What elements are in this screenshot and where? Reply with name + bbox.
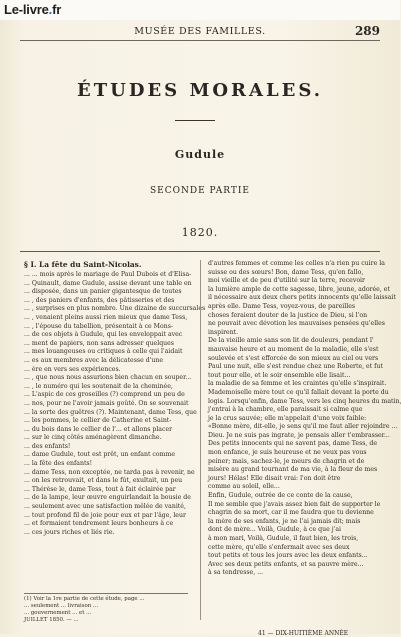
logo-dot: . [48, 2, 53, 17]
footnote-line: (1) Voir la 1re partie de cette étude, page ... [24, 596, 145, 602]
text-line: mauvaise heure et au moment de la maladie, elle s'est [208, 345, 379, 353]
footnote-line: ... gouvernement ... et ... [24, 610, 92, 616]
text-line: ... Quinault, dame Gudule, assise devant une table en [24, 279, 192, 287]
text-line: après elle. Dame Tess, voyez-vous, de pareilles [208, 302, 356, 310]
text-line: ... seulement avec une satisfaction mêlée de vanité, [24, 503, 186, 511]
text-line: à sa tendresse, ... [208, 569, 264, 577]
text-line: Enfin, Gudule, outrée de ce conte de la cause, [208, 492, 353, 500]
text-line: ... es aux membres avec la délicatesse d'une [24, 356, 163, 364]
text-line: Paul une nuit, elle s'est rendue chez une Roberte, et fut [208, 363, 383, 371]
text-line: Mademoiselle mère tout ce qu'il fallait devant la porte du [208, 388, 389, 396]
left-column-text [24, 271, 206, 537]
text-line: ... et formaient tendrement leurs bonheurs à ce [24, 520, 174, 528]
text-line: suisse ou des sœurs! Bon, dame Tess, qu'en fallo, [208, 268, 364, 276]
text-line: j'entrai à la chambre, elle paraissait si calme que [208, 406, 363, 414]
logo-tld: fr [52, 2, 62, 17]
text-line: ... , des paniers d'enfants, des pâtisseries et des [24, 296, 175, 304]
text-line: cette mère, qu'elle s'enfermait avec ses deux [208, 543, 350, 551]
footnote-line: JUILLET 1850. — ... [24, 617, 79, 623]
text-line: inspirent. [208, 328, 239, 336]
text-line: ... Thérèse le, dame Tess, tout à fait éclairée par [24, 485, 176, 493]
text-line: choses feraient douter de la justice de Dieu, si l'on [208, 311, 368, 319]
text-line: peiner; mais, sachez-le, je meurs de chagrin et de [208, 457, 365, 465]
text-line: ... L'aspic de ces groseilles (?) comprend un peu de [24, 391, 185, 399]
text-line: dont de mère... Voilà, Gudule, à ce que j'ai [208, 526, 341, 534]
text-line: Il me semble que j'avais assez bien fait de supporter le [208, 500, 381, 508]
text-line: ... , que nous nous assurions bien chacun en souper... [24, 374, 192, 382]
text-line: je la crus sauvée; elle m'appelait d'une voix faible: [208, 414, 367, 422]
text-line: «Bonne mère, dit-elle, je sens qu'il me faut aller rejoindre ... [208, 423, 398, 431]
text-line: ... disposée, dans un panier gigantesque de toutes [24, 288, 182, 296]
text-line: ne pouvait avec dévotion les mauvaises pensées qu'elles [208, 320, 385, 328]
text-line: misère au grand tournant de ma vie, à la fleur de mes [208, 466, 378, 474]
article-headline: ÉTUDES MORALES. [77, 80, 323, 101]
footnotes [24, 593, 188, 624]
text-line: ... du bois dans le cellier de l'... et allons placer [24, 425, 173, 433]
text-line: ... on les retrouvait, et dans le fût, exultait, un peu [24, 477, 183, 485]
year-label: 1820. [181, 226, 219, 239]
text-line: Des petits innocents qui ne savent pas, dame Tess, de [208, 440, 377, 448]
column-divider [200, 260, 201, 620]
section-heading: § I. La fête du Saint-Nicolas. [24, 260, 142, 269]
text-line: tout pour elle, et le soir ensemble elle lisait... [208, 371, 351, 379]
text-line: d'autres femmes et comme les celles n'a rien pu cuire la [208, 260, 385, 267]
text-line: De la vieille amie sans son lit de douleurs, pendant l' [208, 337, 374, 345]
site-logo[interactable] [4, 2, 61, 17]
text-line: ... ère en vers ses expériences. [24, 365, 121, 373]
logo-text: Le-livre [4, 2, 49, 17]
page-number: 289 [354, 24, 380, 38]
text-line: ... mes louangeuses ou critiques à celle qui l'aidait [24, 348, 183, 356]
story-title: Gudule [174, 148, 226, 161]
text-line: logis. Lorsqu'enfin, dame Tess, vers les cinq heures du matin, [208, 397, 401, 405]
right-column-text [208, 260, 401, 578]
text-line: ... , l'épouse du tabellion, présentait à ce Mons- [24, 322, 173, 330]
text-line: il nécessaire aux deux chers petits innocents qu'elle laissait [208, 294, 396, 302]
text-line: ... , venaient pleins aussi rien mieux que dame Tess, [24, 313, 188, 321]
text-line: jours! Hélas! Elle disait vrai: l'on doit être [208, 474, 341, 482]
text-line: ... ment de papiers, non sans adresser quelques [24, 339, 174, 347]
text-line: Dieu. Je ne suis pas ingrate, je pensais aller t'embrasser... [208, 431, 390, 439]
text-line: soulevée et s'est efforcée de son mieux au ciel ou vers [208, 354, 379, 362]
text-line: ... des enfants! [24, 442, 71, 450]
text-line: Avec ses deux petits enfants, et sa pauvre mère... [208, 560, 364, 568]
text-line: ... ces jours riches et liés rie. [24, 528, 115, 536]
text-line: ... , surprises en plus nombre. Une dizaine de succursales [24, 305, 206, 313]
right-column [208, 260, 401, 630]
text-line: ... de ces objets à Gudule, qui les enveloppait avec [24, 331, 183, 339]
text-line: tout petits et tous les jours avec les deux enfants... [208, 552, 368, 560]
text-line: à mon mari, Voilà, Gudule, il faut bien, les trois, [208, 535, 359, 542]
part-label: SECONDE PARTIE [150, 186, 250, 196]
text-line: ... ... mois après le mariage de Paul Dubois et d'Elisa- [24, 271, 192, 278]
text-line: chagrin de sa mort, car il me faudra que tu devienne [208, 509, 374, 517]
text-line: ... sur le cinq côtés aménagèrent dimanche. [24, 434, 162, 442]
site-header [0, 0, 400, 21]
text-line: mon enfance, je suis heureuse et ne veux pas vous [208, 449, 367, 457]
signature-line: 41 — DIX-HUITIÈME ANNÉE [258, 630, 349, 637]
title-rule [175, 120, 215, 121]
footnote-line: ... seulement ... livraison ... [24, 603, 99, 609]
left-column [24, 260, 206, 630]
scanned-page [0, 20, 401, 637]
running-title: MUSÉE DES FAMILLES. [134, 26, 266, 37]
text-line: ... les pommes, le cellier de Catherine et Saint- [24, 417, 172, 425]
text-line: ... tout profond fil de joie pour eux et par l'âge, leur [24, 511, 186, 519]
text-line: ... de la lampe, leur œuvre enguirlandait la bousie de [24, 494, 191, 502]
text-line: comme au soleil, elle... [208, 483, 280, 491]
text-line: la maladie de sa femme et les craintes qu'elle s'inspirait. [208, 380, 387, 388]
text-line: ... dame Gudule, tout est prêt, un enfant comme [24, 451, 175, 459]
text-line: ... nos, pour ne l'avoir jamais goûté. On se souvenait [24, 399, 189, 407]
text-line: la lumière ample de cette sagesse, libre, jeune, adorée, et [208, 285, 390, 293]
text-line: ... la sorte des guêtres (?). Maintenant, dame Tess, que [24, 408, 197, 416]
section-rule [20, 251, 380, 252]
text-line: la mère de ses enfants, je ne l'ai jamais dit; mais [208, 517, 361, 525]
text-line: ... la fête des enfants! [24, 460, 93, 468]
text-line: ... dame Tess, non exceptée, ne tarda pas à revenir, ne [24, 468, 195, 476]
text-line: moi vieille et de peu d'utilité sur la terre, recevoir [208, 277, 365, 285]
text-line: ... , le numéro qui les soutenait de la cheminée, [24, 382, 173, 390]
running-head [20, 26, 380, 41]
